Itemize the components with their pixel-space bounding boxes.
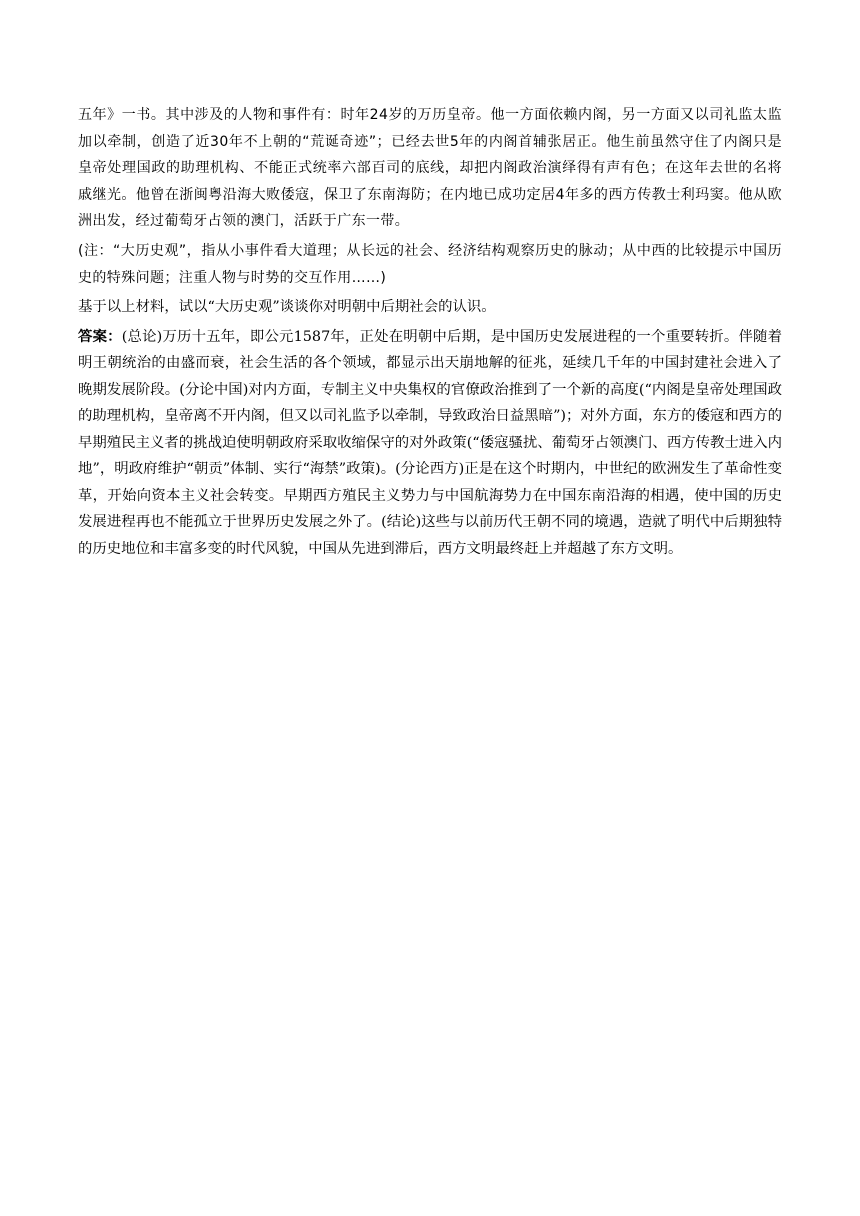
answer-label: 答案： [78, 327, 122, 345]
answer-text: (总论)万历十五年，即公元1587年，正处在明朝中后期，是中国历史发展进程的一个重要转折。伴随着明王朝统治的由盛而衰，社会生活的各个领域，都显示出天崩地解的征兆，延续几千年的中国封建社会进入了晚期发展阶段。(分论中国)对内方面，专制主义中央集权的官僚政治推到了一个新的高度(“内阁是皇帝处理国政的助理机构，皇帝离不开内阁，但又以司礼监予以牵制，导致政治日益黑暗”)；对外方面，东方的倭寇和西方的早期殖民主义者的挑战迫使明朝政府采取收缩保守的对外政策(“倭寇骚扰、葡萄牙占领澳门、西方传教士进入内地”，明政府维护“朝贡”体制、实行“海禁”政策)。(分论西方)正是在这个时期内，中世纪的欧洲发生了革命性变革，开始向资本主义社会转变。早期西方殖民主义势力与中国航海势力在中国东南沿海的相遇，使中国的历史发展进程再也不能孤立于世界历史发展之外了。(结论)这些与以前历代王朝不同的境遇，造就了明代中后期独特的历史地位和丰富多变的时代风貌，中国从先进到滞后，西方文明最终赶上并超越了东方文明。 [78, 328, 782, 557]
answer-paragraph [78, 324, 782, 563]
source-passage: 五年》一书。其中涉及的人物和事件有：时年24岁的万历皇帝。他一方面依赖内阁，另一方面又以司礼监太监加以牵制，创造了近30年不上朝的“荒诞奇迹”；已经去世5年的内阁首辅张居正。他生前虽然守住了内阁只是皇帝处理国政的助理机构、不能正式统率六部百司的底线，却把内阁政治演绎得有声有色；在这年去世的名将戚继光。他曾在浙闽粤沿海大败倭寇，保卫了东南海防；在内地已成功定居4年多的西方传教士利玛窦。他从欧洲出发，经过葡萄牙占领的澳门，活跃于广东一带。 [78, 107, 782, 230]
question-prompt: 基于以上材料，试以“大历史观”谈谈你对明朝中后期社会的认识。 [78, 299, 496, 316]
document-body [78, 102, 782, 562]
explanatory-note: (注：“大历史观”，指从小事件看大道理；从长远的社会、经济结构观察历史的脉动；从中西的比较提示中国历史的特殊问题；注重人物与时势的交互作用……) [78, 242, 782, 286]
